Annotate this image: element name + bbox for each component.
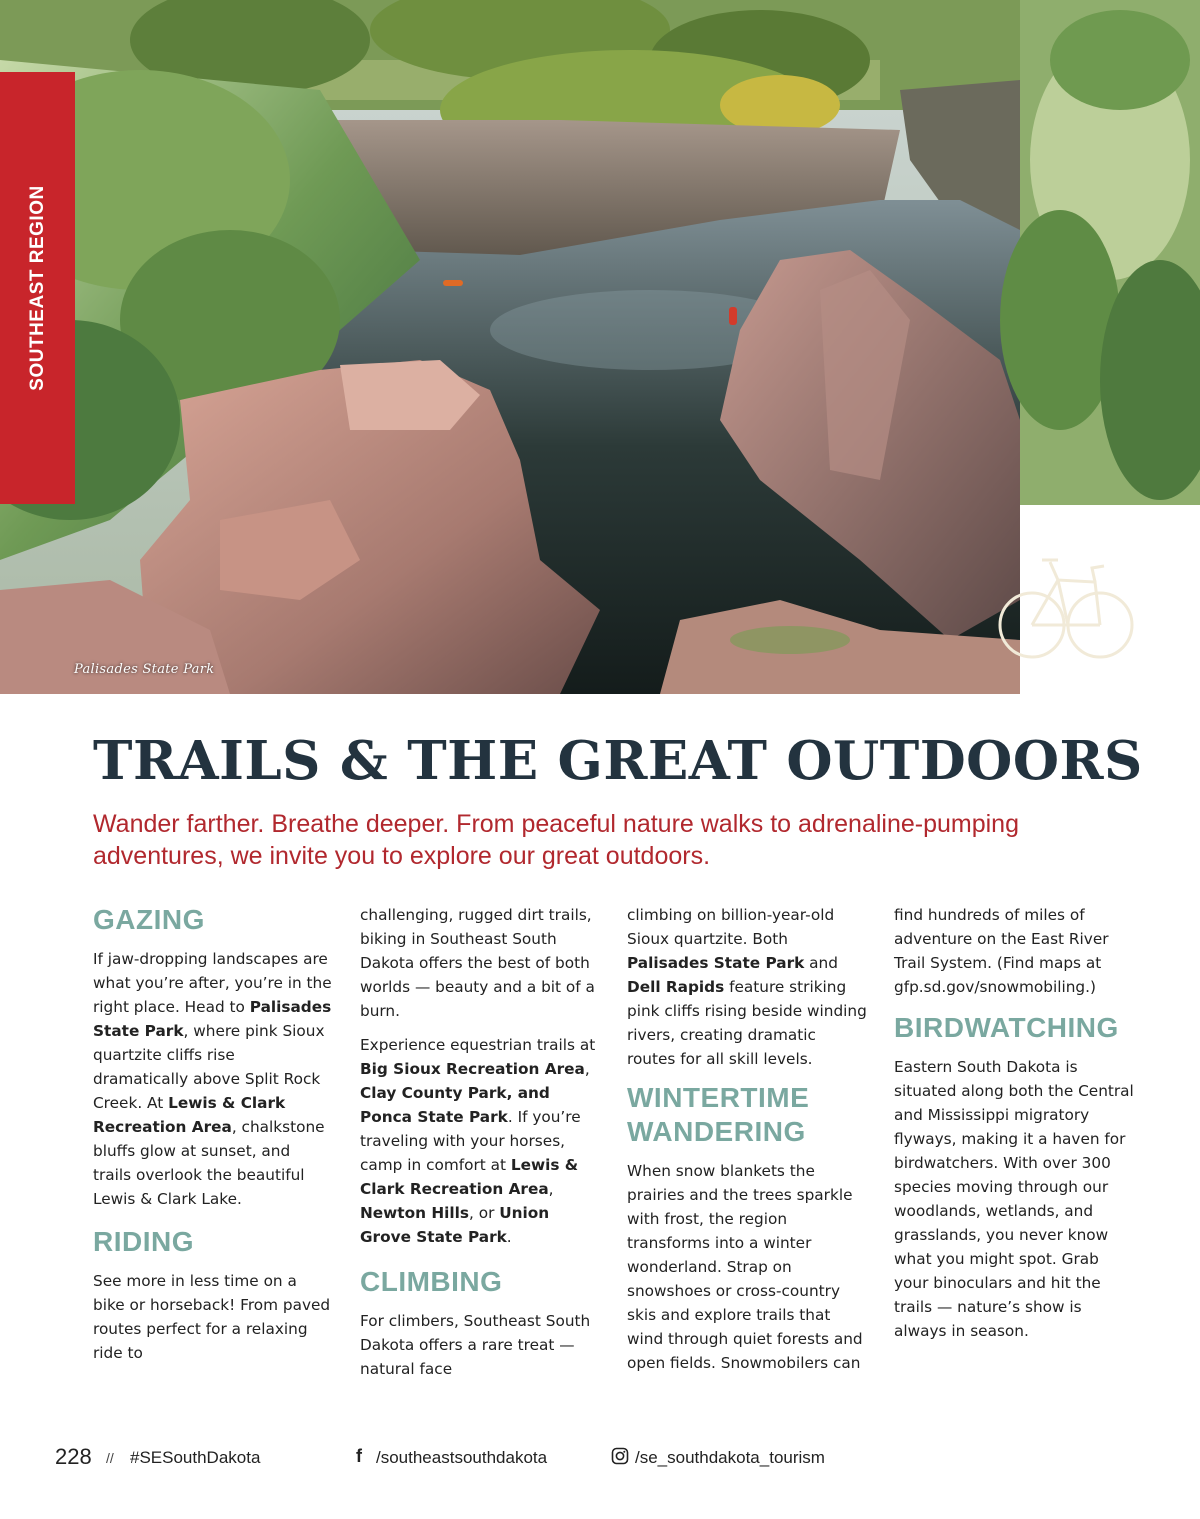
- gazing-bold-1: Palisades State Park: [93, 998, 332, 1040]
- riding-bold-2: Clay County Park, and Ponca State Park: [360, 1084, 550, 1126]
- riding-paragraph-1-cont: challenging, rugged dirt trails, biking in Southeast South Dakota offers the best of both worlds — beauty and a bit of a burn.: [360, 906, 595, 1020]
- riding-text-2: ,: [584, 1060, 590, 1078]
- gazing-text-1: If jaw-dropping landscapes are what you’re after, you’re in the right place. Head to: [93, 950, 332, 1016]
- heading-climbing: CLIMBING: [360, 1266, 503, 1297]
- facebook-handle[interactable]: /southeastsouthdakota: [376, 1448, 548, 1467]
- gazing-text-3: , chalkstone bluffs glow at sunset, and trails overlook the beautiful Lewis & Clark Lake.: [93, 1118, 325, 1208]
- climbing-text-2: and: [804, 954, 838, 972]
- climbing-paragraph: For climbers, Southeast South Dakota offers a rare treat — natural face: [360, 1312, 591, 1378]
- hero-photo: [0, 0, 1200, 694]
- column-2: [360, 903, 600, 1391]
- heading-riding: RIDING: [93, 1226, 194, 1257]
- riding-paragraph-2: [360, 1033, 600, 1249]
- heading-winter-line-2: WANDERING: [627, 1116, 806, 1147]
- climbing-text-3: feature striking pink cliffs rising beside winding rivers, creating dramatic routes for all skill levels.: [627, 978, 867, 1068]
- riding-bold-1: Big Sioux Recreation Area: [360, 1060, 585, 1078]
- column-4: [894, 903, 1134, 1353]
- footer-separator: //: [106, 1450, 114, 1466]
- climbing-paragraph-cont: [627, 903, 867, 1071]
- column-1: [93, 903, 333, 1375]
- riding-text-3: . If you’re traveling with your horses, camp in comfort at: [360, 1108, 581, 1174]
- palisades-photo-illustration: [0, 0, 1200, 694]
- riding-bold-3: Lewis & Clark Recreation Area: [360, 1156, 579, 1198]
- gazing-text-2: , where pink Sioux quartzite cliffs rise dramatically above Split Rock Creek. At: [93, 1022, 325, 1112]
- birdwatching-paragraph: Eastern South Dakota is situated along both the Central and Mississippi migratory flyways, making it a haven for birdwatchers. With over 300 species moving through our woodlands, wetlands, and grasslands, you never know what you might spot. Grab your binoculars and hit the trails — nature’s show is always in season.: [894, 1058, 1134, 1340]
- heading-wintertime-wandering: [627, 1081, 867, 1149]
- hashtag: #SESouthDakota: [130, 1448, 261, 1467]
- heading-winter-line-1: WINTERTIME: [627, 1082, 810, 1113]
- winter-paragraph-cont: find hundreds of miles of adventure on the East River Trail System. (Find maps at gfp.sd.gov/snowmobiling.): [894, 906, 1109, 996]
- region-tab: [0, 72, 75, 504]
- riding-bold-4: Newton Hills: [360, 1204, 469, 1222]
- facebook-icon: f: [356, 1446, 362, 1466]
- column-3: [627, 903, 867, 1385]
- heading-gazing: GAZING: [93, 904, 205, 935]
- heading-birdwatching: BIRDWATCHING: [894, 1012, 1119, 1043]
- page-number: 228: [55, 1444, 92, 1469]
- riding-bold-5: Union Grove State Park: [360, 1204, 550, 1246]
- page-subtitle: Wander farther. Breathe deeper. From peaceful nature walks to adrenaline-pumping adventures, we invite you to explore our great outdoors.: [93, 810, 1019, 870]
- gazing-bold-2: Lewis & Clark Recreation Area: [93, 1094, 286, 1136]
- riding-text-5: , or: [468, 1204, 500, 1222]
- gazing-paragraph: [93, 947, 333, 1211]
- instagram-handle[interactable]: /se_southdakota_tourism: [635, 1448, 825, 1467]
- region-label: SOUTHEAST REGION: [26, 185, 48, 391]
- riding-text-1: Experience equestrian trails at: [360, 1036, 596, 1054]
- page-footer: [55, 1444, 1155, 1478]
- page-title: TRAILS & THE GREAT OUTDOORS: [93, 730, 1143, 792]
- photo-caption: Palisades State Park: [74, 662, 215, 677]
- climbing-text-1: climbing on billion-year-old Sioux quartzite. Both: [627, 906, 835, 948]
- winter-paragraph: When snow blankets the prairies and the trees sparkle with frost, the region transforms into a winter wonderland. Strap on snowshoes or cross-country skis and explore trails that wind through quiet forests and open fields. Snowmobilers can: [627, 1162, 863, 1372]
- riding-text-6: .: [506, 1228, 512, 1246]
- climbing-bold-2: Dell Rapids: [627, 978, 725, 996]
- riding-paragraph-1: See more in less time on a bike or horseback! From paved routes perfect for a relaxing ride to: [93, 1272, 331, 1362]
- instagram-icon: [611, 1447, 629, 1465]
- climbing-bold-1: Palisades State Park: [627, 954, 805, 972]
- riding-text-4: ,: [548, 1180, 554, 1198]
